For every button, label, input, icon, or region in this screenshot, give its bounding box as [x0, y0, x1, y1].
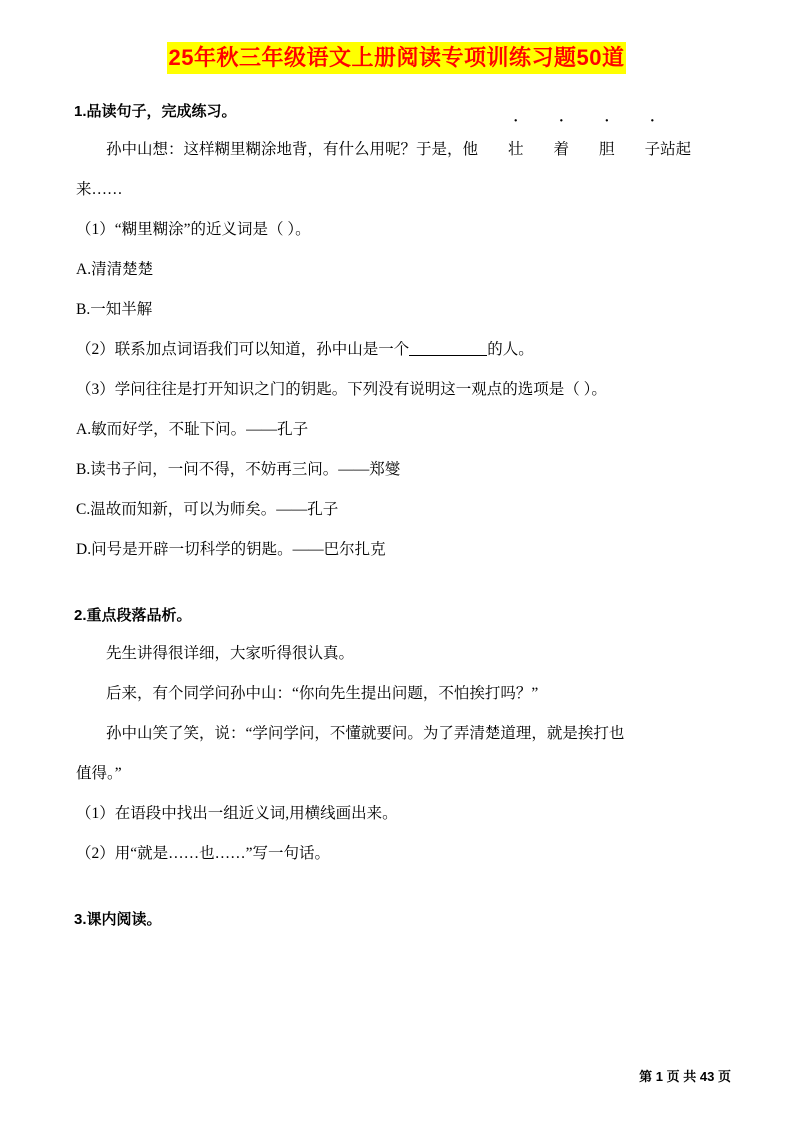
section-1-option-a1: A.清清楚楚: [76, 261, 154, 278]
section-2: [62, 604, 731, 874]
section-3-heading: 3.课内阅读。: [74, 911, 162, 928]
section-1-line-7: （3）学问往往是打开知识之门的钥匙。下列没有说明这一观点的选项是（ ）。: [76, 381, 607, 398]
section-1-heading: 1.品读句子，完成练习。: [74, 103, 237, 120]
section-1-option-b2: B.读书子问，一问不得，不妨再三问。——郑燮: [76, 461, 401, 478]
footer-prefix: 第: [639, 1069, 653, 1084]
footer-total-pages: 43: [699, 1069, 715, 1084]
section-2-line-4: 值得。”: [76, 765, 122, 782]
page-footer: [639, 1068, 731, 1086]
section-2-line-3: 孙中山笑了笑，说：“学问学问，不懂就要问。为了弄清楚道理，就是挨打也: [106, 725, 625, 742]
section-1-option-b1: B.一知半解: [76, 301, 153, 318]
footer-suffix: 页: [717, 1069, 731, 1084]
section-2-heading: 2.重点段落品析。: [74, 607, 192, 624]
section-2-line-1: 先生讲得很详细，大家听得很认真。: [106, 645, 355, 662]
fill-blank: [409, 340, 487, 356]
section-2-question-2: （2）用“就是……也……”写一句话。: [76, 845, 331, 862]
section-1-line-2: 来……: [76, 181, 123, 198]
spacer-1: [62, 570, 731, 600]
section-1: [62, 100, 731, 570]
section-2-question-1: （1）在语段中找出一组近义词,用横线画出来。: [76, 805, 398, 822]
footer-page-number: 1: [655, 1069, 664, 1084]
section-3: [62, 908, 731, 932]
section-1-line-1: 孙中山想：这样糊里糊涂地背，有什么用呢？于是，他 壮 着 胆 子站起: [106, 141, 692, 158]
section-1-option-a2: A.敏而好学，不耻下问。——孔子: [76, 421, 309, 438]
section-1-option-c2: C.温故而知新，可以为师矣。——孔子: [76, 501, 339, 518]
section-1-line-6: （2）联系加点词语我们可以知道，孙中山是一个 的人。: [76, 341, 534, 358]
section-1-line-3: （1）“糊里糊涂”的近义词是（ ）。: [76, 221, 311, 238]
footer-middle: 页 共: [666, 1069, 697, 1084]
section-1-option-d2: D.问号是开辟一切科学的钥匙。——巴尔扎克: [76, 541, 386, 558]
title-container: [62, 42, 731, 74]
spacer-2: [62, 874, 731, 904]
page-title: 25年秋三年级语文上册阅读专项训练习题50道: [167, 42, 627, 74]
section-2-line-2: 后来，有个同学问孙中山：“你向先生提出问题，不怕挨打吗？”: [106, 685, 539, 702]
